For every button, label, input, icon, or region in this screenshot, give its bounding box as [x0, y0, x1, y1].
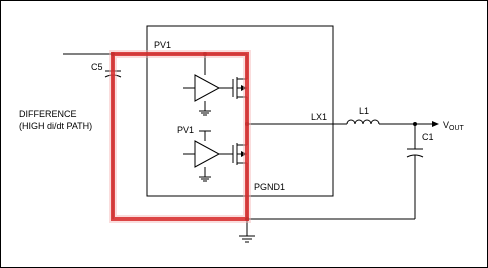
vout-label-main: V [443, 120, 450, 130]
schematic [1, 1, 487, 267]
difference-label-line2: (HIGH di/dt PATH) [19, 121, 93, 131]
pv1-top-label: PV1 [154, 40, 172, 50]
ground-symbol [239, 236, 255, 242]
high-side-driver [183, 54, 233, 115]
l1-label: L1 [359, 106, 370, 116]
l1-inductor [347, 120, 379, 124]
c1-label: C1 [422, 132, 434, 142]
c5-label: C5 [91, 62, 103, 72]
low-side-driver [183, 131, 233, 181]
difference-label-line1: DIFFERENCE [19, 109, 77, 119]
high-didt-path-highlight [113, 54, 247, 219]
lx1-label: LX1 [311, 112, 328, 122]
vout-label-sub: OUT [449, 125, 464, 132]
vout-arrow [432, 121, 439, 127]
pv1-mid-label: PV1 [177, 125, 195, 135]
vout-label [443, 120, 465, 132]
high-didt-path-highlight-glow [113, 54, 247, 219]
pgnd1-label: PGND1 [254, 182, 286, 192]
c1-capacitor [407, 124, 423, 219]
